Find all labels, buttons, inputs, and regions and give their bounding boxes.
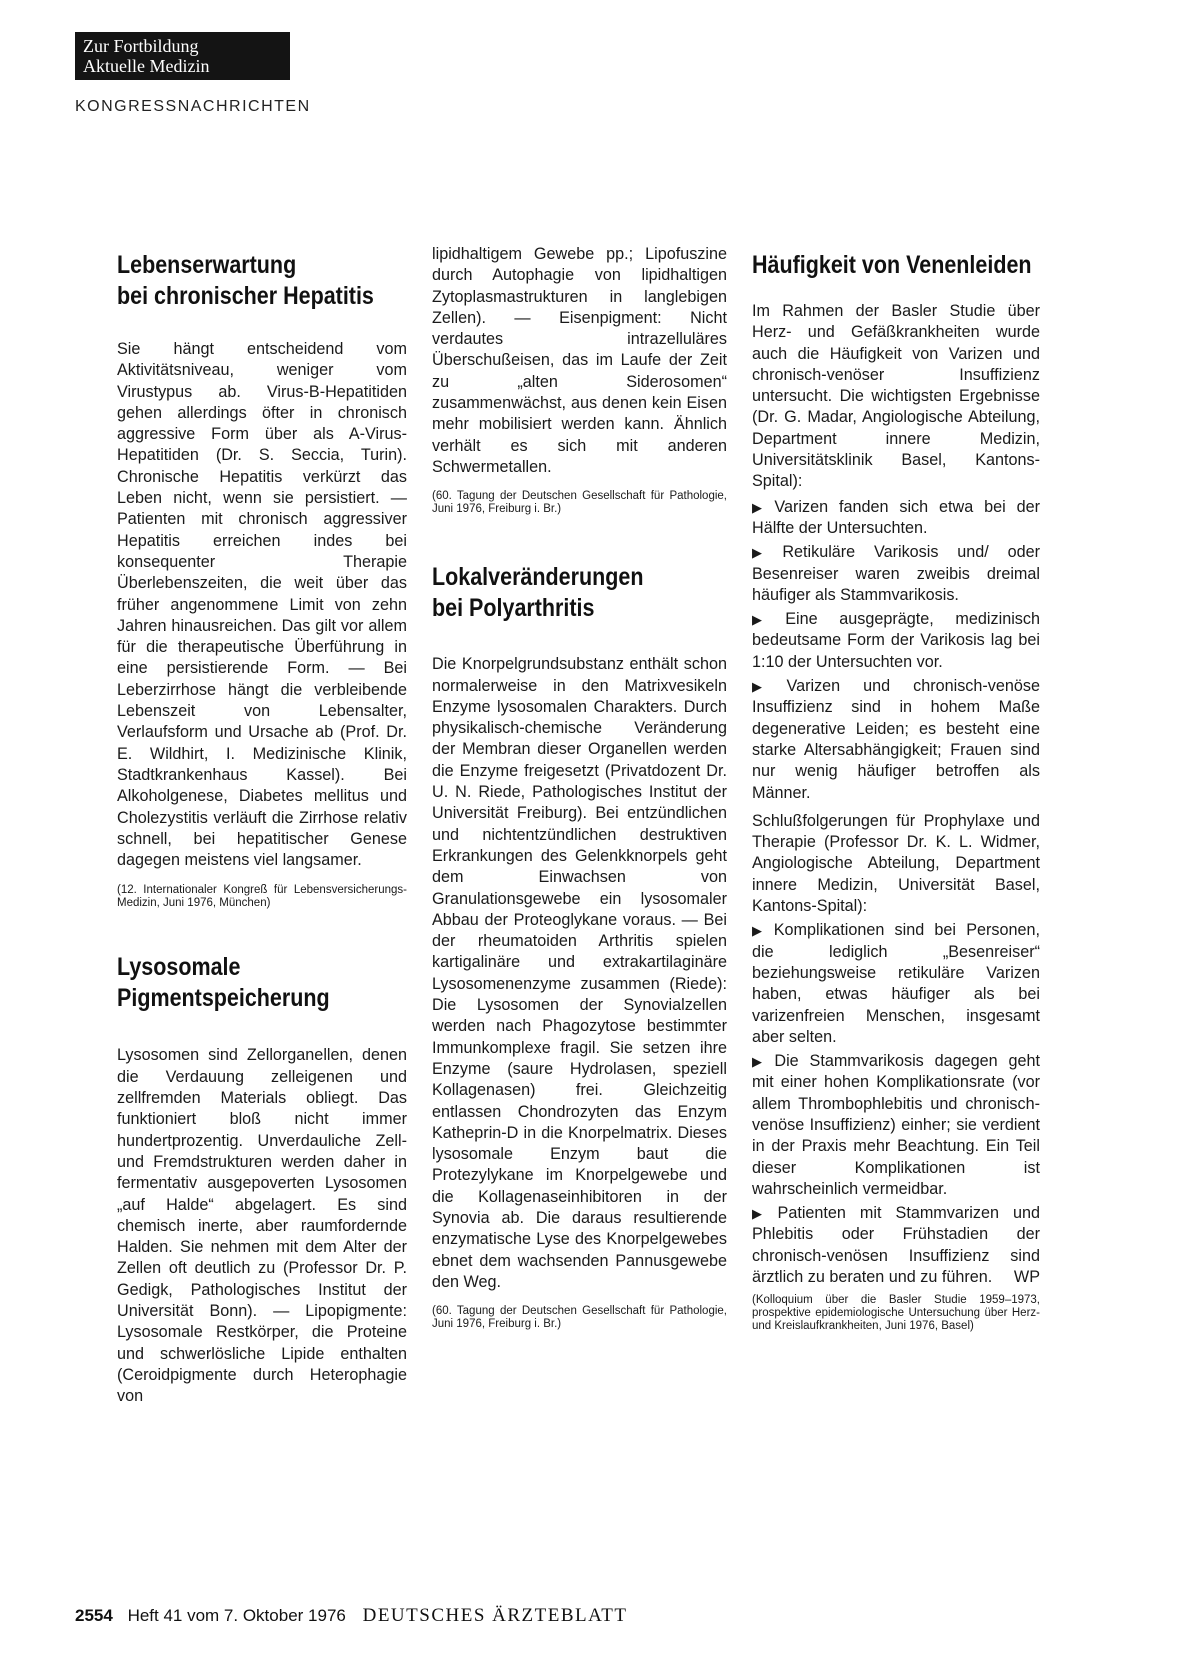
conclusion-text: Komplikationen sind bei Personen, die lediglich „Besenreiser“ beziehungsweise retikuläre Varizen haben, etwas häufiger als bei varizenfreien Menschen, insgesamt aber selten. bbox=[752, 921, 1041, 1046]
conclusion-item bbox=[752, 1051, 1040, 1200]
column-2 bbox=[432, 244, 727, 1331]
triangle-bullet-icon: ▶ bbox=[752, 1054, 769, 1070]
triangle-bullet-icon: ▶ bbox=[752, 612, 780, 628]
article-body-hepatitis: Sie hängt entscheidend vom Aktivitätsniveau, weniger vom Virustypus ab. Virus-B-Hepatitiden gehen allerdings öfter in chronisch aggressive Form über als A-Virus-Hepatitiden (Dr. S. Seccia, Turin). Chronische Hepatitis verkürzt das Leben nicht, wenn sie persistiert. — Patienten mit chronisch aggressiver Hepatitis erreichen indes bei konsequenter Therapie Überlebenszeiten, die weit über das früher angenommene Limit von zehn Jahren hinausreichen. Das gilt vor allem für die therapeutische Überführung in eine persistierende Form. — Bei Leberzirrhose hängt die verbleibende Lebenszeit von Lebensalter, Verlaufsform und Ursache ab (Prof. Dr. E. Wildhirt, I. Medizinische Klinik, Stadtkrankenhaus Kassel). Bei Alkoholgenese, Diabetes mellitus und Cholezystitis verläuft die Zirrhose relativ schnell, bei hepatitischer Genese dagegen meistens viel langsamer. bbox=[117, 340, 407, 870]
section-label: KONGRESSNACHRICHTEN bbox=[75, 98, 311, 115]
rubric-line-2: Aktuelle Medizin bbox=[83, 56, 210, 76]
article-source-hepatitis: (12. Internationaler Kongreß für Lebensversicherungs-Medizin, Juni 1976, München) bbox=[117, 884, 407, 910]
article-source-lysosomal: (60. Tagung der Deutschen Gesellschaft für Pathologie, Juni 1976, Freiburg i. Br.) bbox=[432, 490, 727, 516]
title-line: Pigmentspeicherung bbox=[117, 984, 330, 1013]
finding-item bbox=[752, 609, 1040, 673]
conclusion-intro: Schlußfolgerungen für Prophylaxe und Therapie (Professor Dr. K. L. Widmer, Angiologische Abteilung, Department innere Medizin, Universität Basel, Kantons-Spital): bbox=[752, 811, 1040, 916]
article-body-lysosomal-part2: lipidhaltigem Gewebe pp.; Lipofuszine durch Autophagie von lipidhaltigen Zytoplasmastrukturen in langlebigen Zellen). — Eisenpigment: Nicht verdautes intrazelluläres Überschußeisen, das im Laufe der Zeit zu „alten Siderosomen“ zusammenwächst, aus denen kein Eisen mehr mobilisiert werden kann. Ähnlich verhält es sich mit anderen Schwermetallen. bbox=[432, 245, 727, 476]
magazine-name: DEUTSCHES ÄRZTEBLATT bbox=[362, 1605, 628, 1626]
title-line: Lebenserwartung bbox=[117, 251, 297, 279]
title-line: Lokalveränderungen bbox=[432, 563, 644, 592]
conclusion-text: Patienten mit Stammvarizen und Phlebitis oder Frühstadien der chronisch-venösen Insuffizienz sind ärztlich zu beraten und zu führen. bbox=[752, 1204, 1040, 1287]
finding-text: Varizen fanden sich etwa bei der Hälfte der Untersuchten. bbox=[752, 497, 1040, 537]
column-1 bbox=[117, 250, 407, 1407]
article-title-hepatitis bbox=[117, 250, 374, 312]
triangle-bullet-icon: ▶ bbox=[752, 499, 769, 515]
article-source-polyarthritis: (60. Tagung der Deutschen Gesellschaft für Pathologie, Juni 1976, Freiburg i. Br.) bbox=[432, 1305, 727, 1331]
title-line: bei Polyarthritis bbox=[432, 594, 595, 623]
triangle-bullet-icon: ▶ bbox=[752, 545, 777, 561]
article-title-lysosomal bbox=[117, 952, 366, 1014]
finding-item bbox=[752, 542, 1040, 606]
title-line: bei chronischer Hepatitis bbox=[117, 282, 374, 310]
rubric-line-1: Zur Fortbildung bbox=[83, 36, 199, 56]
finding-text: Varizen und chronisch-venöse Insuffizienz sind in hohem Maße degenerative Leiden; es besteht eine starke Altersabhängigkeit; Frauen sind nur wenig häufiger betroffen als Männer. bbox=[752, 677, 1040, 802]
finding-item bbox=[752, 497, 1040, 540]
triangle-bullet-icon: ▶ bbox=[752, 679, 781, 695]
title-line: Lysosomale bbox=[117, 953, 241, 982]
page-footer bbox=[75, 1605, 627, 1627]
conclusion-item bbox=[752, 920, 1040, 1048]
rubric-badge bbox=[75, 32, 290, 80]
article-title-veins: Häufigkeit von Venenleiden bbox=[752, 251, 1032, 279]
article-source-veins: (Kolloquium über die Basler Studie 1959–1973, prospektive epidemiologische Untersuchung über Herz- und Kreislaufkrankheiten, Juni 1976, Basel) bbox=[752, 1294, 1040, 1333]
conclusion-text: Die Stammvarikosis dagegen geht mit einer hohen Komplikationsrate (vor allem Thrombophlebitis und chronisch-venöse Insuffizienz) einher; sie verdient in der Praxis mehr Beachtung. Ein Teil dieser Komplikationen ist wahrscheinlich vermeidbar. bbox=[752, 1052, 1041, 1198]
finding-text: Retikuläre Varikosis und/ oder Besenreiser waren zweibis dreimal häufiger als Stammvarikosis. bbox=[752, 543, 1040, 604]
finding-item bbox=[752, 676, 1040, 804]
column-3 bbox=[752, 250, 1040, 1333]
triangle-bullet-icon: ▶ bbox=[752, 923, 768, 939]
page-number: 2554 bbox=[75, 1606, 113, 1625]
article-title-polyarthritis bbox=[432, 562, 686, 624]
article-body-lysosomal-part1: Lysosomen sind Zellorganellen, denen die Verdauung zelleigenen und zellfremden Materials obliegt. Das funktioniert bloß nicht immer hundertprozentig. Unverdauliche Zell- und Fremdstrukturen werden daher in fermentativ ausgepoverten Lysosomen „auf Halde“ abgelagert. Es sind chemisch inerte, aber raumfordernde Halden. Sie nehmen mit dem Alter der Zellen oft deutlich zu (Professor Dr. P. Gedigk, Pathologisches Institut der Universität Bonn). — Lipopigmente: Lysosomale Restkörper, die Proteine und schwerlösliche Lipide enthalten (Ceroidpigmente durch Heterophagie von bbox=[117, 1046, 407, 1406]
article-intro-veins: Im Rahmen der Basler Studie über Herz- und Gefäßkrankheiten wurde auch die Häufigkeit von Varizen und chronisch-venöser Insuffizienz untersucht. Die wichtigsten Ergebnisse (Dr. G. Madar, Angiologische Abteilung, Department innere Medizin, Universitätsklinik Basel, Kantons-Spital): bbox=[752, 302, 1040, 491]
triangle-bullet-icon: ▶ bbox=[752, 1206, 772, 1222]
author-signature: WP bbox=[1013, 1268, 1040, 1287]
finding-text: Eine ausgeprägte, medizinisch bedeutsame Form der Varikosis lag bei 1:10 der Untersuchten vor. bbox=[752, 610, 1041, 671]
issue-info: Heft 41 vom 7. Oktober 1976 bbox=[127, 1606, 346, 1625]
article-body-polyarthritis: Die Knorpelgrundsubstanz enthält schon normalerweise in den Matrixvesikeln Enzyme lysosomalen Charakters. Durch physikalisch-chemische Veränderung der Membran dieser Organellen werden die Enzyme freigesetzt (Privatdozent Dr. U. N. Riede, Pathologisches Institut der Universität Freiburg). Bei entzündlichen und nichtentzündlichen destruktiven Erkrankungen des Gelenkknorpels geht dem Einwachsen von Granulationsgewebe ein lysosomaler Abbau der Proteoglykane voraus. — Bei der rheumatoiden Arthritis spielen kartigalinäre und extrakartilaginäre Lysosomenenzyme zusammen (Riede): Die Lysosomen der Synovialzellen werden nach Phagozytose bestimmter Immunkomplexe fragil. Sie setzen ihre Enzyme (saure Hydrolasen, speziell Kollagenasen) frei. Gleichzeitig entlassen Chondrozyten das Enzym Katheprin-D in die Knorpelmatrix. Dieses lysosomale Enzym baut die Protezylykane im Knorpelgewebe und die Kollagenaseinhibitoren in der Synovia ab. Die daraus resultierende enzymatische Lyse des Knorpelgewebes ebnet dem wachsenden Pannusgewebe den Weg. bbox=[432, 655, 727, 1291]
